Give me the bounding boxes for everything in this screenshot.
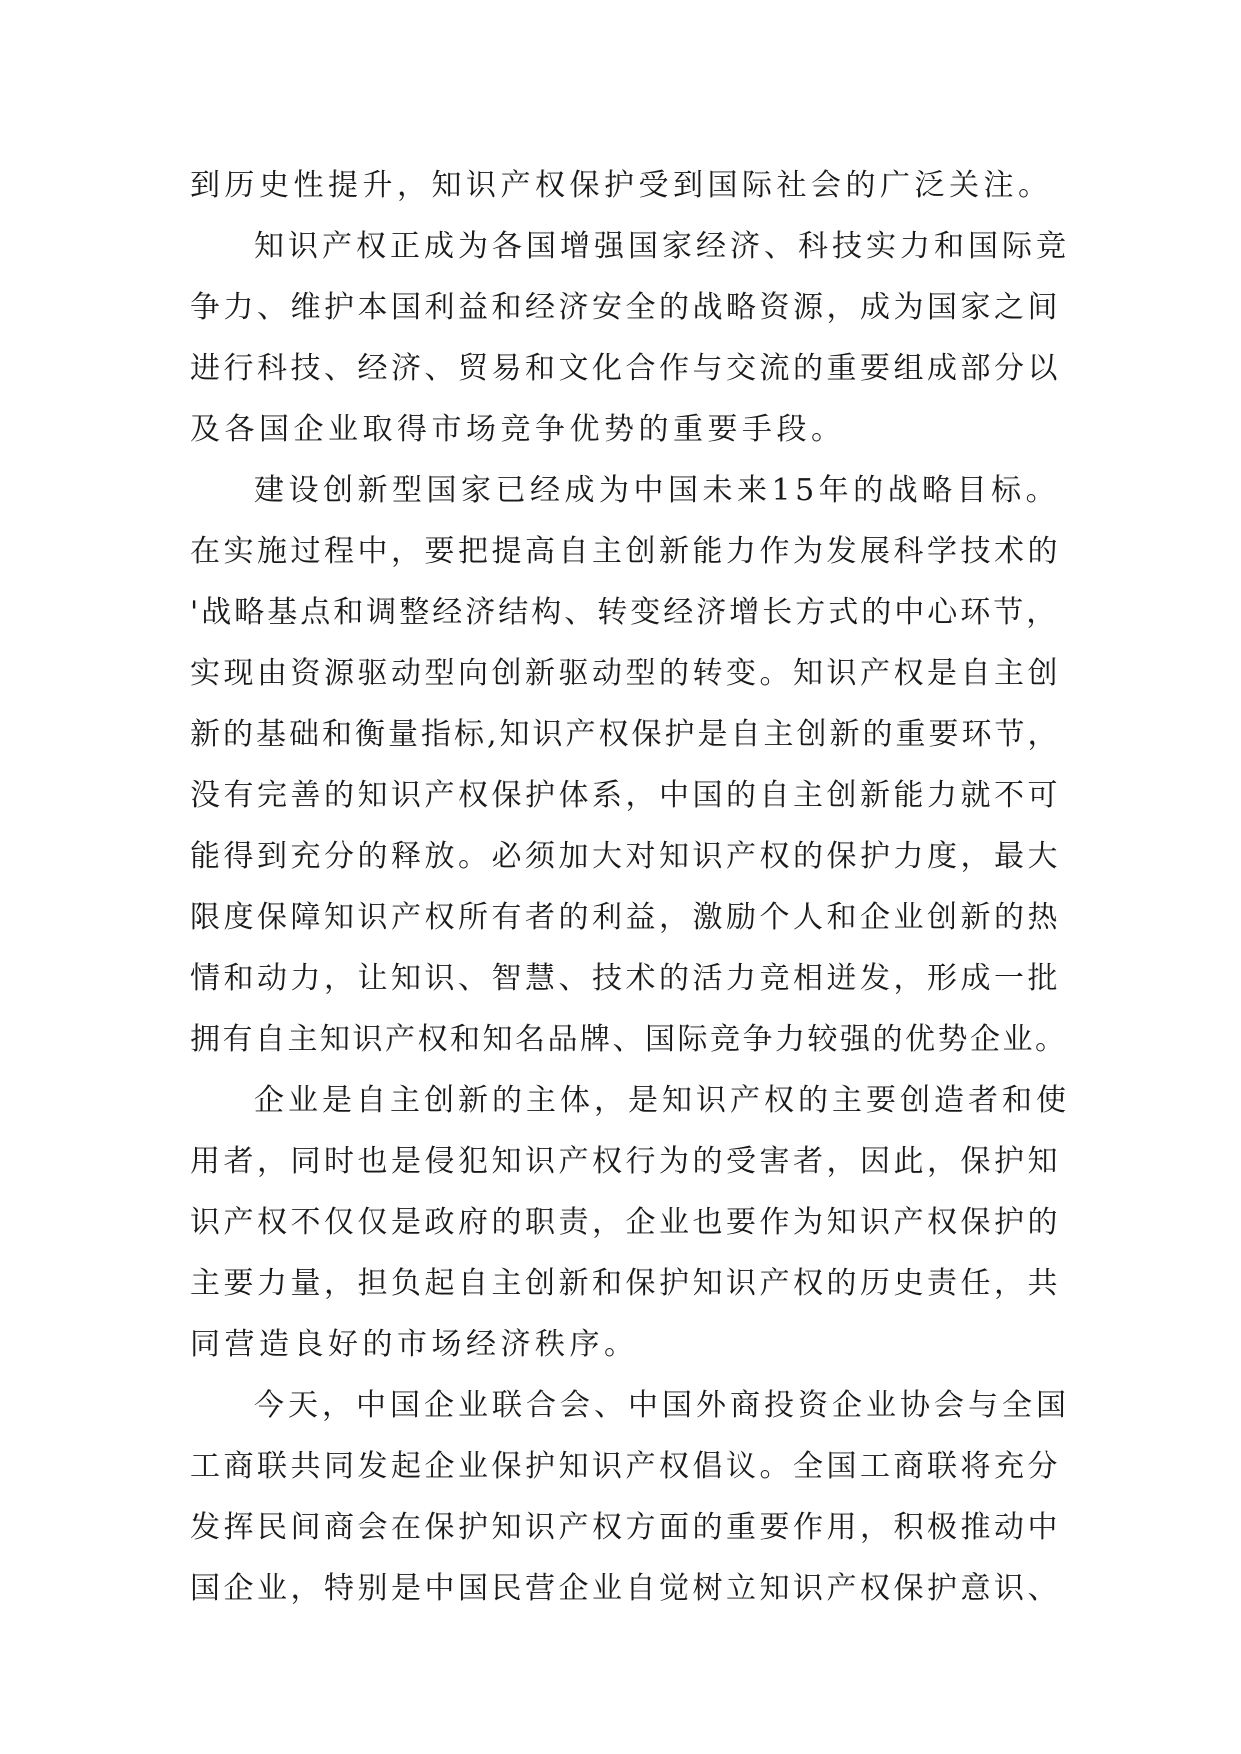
text-line: 发挥民间商会在保护知识产权方面的重要作用，积极推动中: [190, 1510, 1061, 1545]
text-line: 情和动力，让知识、智慧、技术的活力竞相迸发，形成一批: [190, 961, 1061, 996]
text-line: 企业是自主创新的主体，是知识产权的主要创造者和使: [254, 1083, 1070, 1118]
text-line: 限度保障知识产权所有者的利益，激励个人和企业创新的热: [190, 900, 1061, 935]
text-line: 实现由资源驱动型向创新驱动型的转变。知识产权是自主创: [190, 656, 1061, 691]
text-line: 在实施过程中，要把提高自主创新能力作为发展科学技术的: [190, 534, 1061, 569]
text-line: 及各国企业取得市场竞争优势的重要手段。: [190, 412, 846, 447]
text-line: 主要力量，担负起自主创新和保护知识产权的历史责任，共: [190, 1266, 1061, 1301]
text-line: 没有完善的知识产权保护体系，中国的自主创新能力就不可: [190, 778, 1061, 813]
text-line: 国企业，特别是中国民营企业自觉树立知识产权保护意识、: [190, 1571, 1061, 1606]
text-line: 建设创新型国家已经成为中国未来15年的战略目标。: [254, 473, 1061, 508]
document-body: [190, 155, 1070, 1619]
text-line: '战略基点和调整经济结构、转变经济增长方式的中心环节，: [190, 595, 1060, 630]
text-line: 知识产权正成为各国增强国家经济、科技实力和国际竞: [254, 229, 1070, 264]
text-line: 新的基础和衡量指标,知识产权保护是自主创新的重要环节，: [190, 717, 1061, 752]
text-line: 争力、维护本国利益和经济安全的战略资源，成为国家之间: [190, 290, 1061, 325]
text-line: 用者，同时也是侵犯知识产权行为的受害者，因此，保护知: [190, 1144, 1061, 1179]
text-line: 到历史性提升，知识产权保护受到国际社会的广泛关注。: [190, 168, 1053, 203]
text-line: 工商联共同发起企业保护知识产权倡议。全国工商联将充分: [190, 1449, 1061, 1484]
text-line: 进行科技、经济、贸易和文化合作与交流的重要组成部分以: [190, 351, 1061, 386]
text-line: 同营造良好的市场经济秩序。: [190, 1327, 639, 1362]
text-line: 能得到充分的释放。必须加大对知识产权的保护力度，最大: [190, 839, 1061, 874]
text-line: 拥有自主知识产权和知名品牌、国际竞争力较强的优势企业。: [190, 1022, 1068, 1057]
text-line: 今天，中国企业联合会、中国外商投资企业协会与全国: [254, 1388, 1070, 1423]
text-line: 识产权不仅仅是政府的职责，企业也要作为知识产权保护的: [190, 1205, 1061, 1240]
